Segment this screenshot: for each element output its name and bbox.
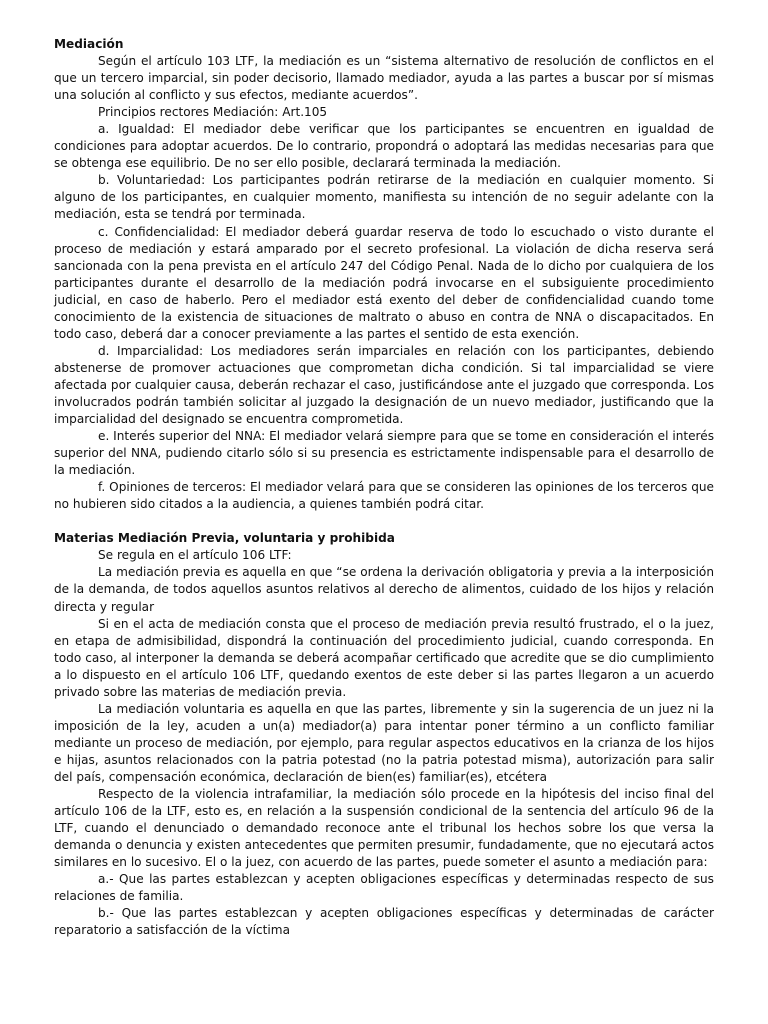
paragraph: a.- Que las partes establezcan y acepten obligaciones específicas y determinadas respecto de sus relaciones de familia. [54,872,714,904]
paragraph: b. Voluntariedad: Los participantes podrán retirarse de la mediación en cualquier momento. Si alguno de los participantes, en cualquier momento, manifiesta su intención de no seguir adelante con la mediación, esta se tendrá por terminada. [54,173,714,222]
paragraph: La mediación previa es aquella en que “se ordena la derivación obligatoria y previa a la interposición de la demanda, de todos aquellos asuntos relativos al derecho de alimentos, cuidado de los hijos y relación directa y regular [54,565,714,614]
paragraph: Principios rectores Mediación: Art.105 [98,105,328,120]
paragraph: c. Confidencialidad: El mediador deberá guardar reserva de todo lo escuchado o visto durante el proceso de mediación y estará amparado por el secreto profesional. La violación de dicha reserva será sancionada con la pena prevista en el artículo 247 del Código Penal. Nada de lo dicho por cualquiera de los participantes durante el desarrollo de la mediación podrá invocarse en el subsiguiente procedimiento judicial, en caso de haberlo. Pero el mediador está exento del deber de confidencialidad cuando tome conocimiento de la existencia de situaciones de maltrato o abuso en contra de NNA o discapacitados. En todo caso, deberá dar a conocer previamente a las partes el sentido de esta exención. [54,224,714,341]
section-heading-materias: Materias Mediación Previa, voluntaria y prohibida [54,531,395,546]
paragraph: Si en el acta de mediación consta que el proceso de mediación previa resultó frustrado, el o la juez, en etapa de admisibilidad, dispondrá la continuación del procedimiento judicial, cuando corresponda. En todo caso, al interponer la demanda se deberá acompañar certificado que acredite que se dio cumplimiento a lo dispuesto en el artículo 106 LTF, quedando exentos de este deber si las partes llegaron a un acuerdo privado sobre las materias de mediación previa. [54,616,714,699]
section-spacer [54,513,714,530]
paragraph: a. Igualdad: El mediador debe verificar que los participantes se encuentren en igualdad de condiciones para adoptar acuerdos. De lo contrario, propondrá o adoptará las medidas necesarias para que se obtenga ese equilibrio. De no ser ello posible, declarará terminada la mediación. [54,122,714,171]
paragraph: Se regula en el artículo 106 LTF: [98,548,292,563]
paragraph: La mediación voluntaria es aquella en que las partes, libremente y sin la sugerencia de un juez ni la imposición de la ley, acuden a un(a) mediador(a) para intentar poner término a un conflicto familiar mediante un proceso de mediación, por ejemplo, para regular aspectos educativos en la crianza de los hijos e hijas, asuntos relacionados con la patria potestad (no la patria potestad misma), autorización para salir del país, compensación económica, declaración de bien(es) familiar(es), etcétera [54,701,714,784]
paragraph: f. Opiniones de terceros: El mediador velará para que se consideren las opiniones de los terceros que no hubieren sido citados a la audiencia, a quienes también podrá citar. [54,480,714,512]
paragraph: d. Imparcialidad: Los mediadores serán imparciales en relación con los participantes, debiendo abstenerse de promover actuaciones que comprometan dicha condición. Si tal imparcialidad se viere afectada por cualquier causa, deberán rechazar el caso, justificándose ante el juzgado que corresponda. Los involucrados podrán también solicitar al juzgado la designación de un nuevo mediador, justificando que la imparcialidad del designado se encuentra comprometida. [54,343,714,427]
paragraph: e. Interés superior del NNA: El mediador velará siempre para que se tome en consideración el interés superior del NNA, pudiendo citarlo sólo si su presencia es estrictamente indispensable para el desarrollo de la mediación. [54,429,714,478]
section-heading-mediacion: Mediación [54,37,124,51]
document-page [54,36,714,939]
paragraph: Respecto de la violencia intrafamiliar, la mediación sólo procede en la hipótesis del inciso final del artículo 106 de la LTF, esto es, en relación a la suspensión condicional de la sentencia del artículo 96 de la LTF, cuando el denunciado o demandado reconoce ante el tribunal los hechos sobre los que versa la demanda o denuncia y existen antecedentes que permiten presumir, fundadamente, que no ejecutará actos similares en lo sucesivo. El o la juez, con acuerdo de las partes, puede someter el asunto a mediación para: [54,787,714,870]
paragraph: Según el artículo 103 LTF, la mediación es un “sistema alternativo de resolución de conflictos en el que un tercero imparcial, sin poder decisorio, llamado mediador, ayuda a las partes a buscar por sí mismas una solución al conflicto y sus efectos, mediante acuerdos”. [54,54,714,103]
paragraph: b.- Que las partes establezcan y acepten obligaciones específicas y determinadas de carácter reparatorio a satisfacción de la víctima [54,906,714,938]
